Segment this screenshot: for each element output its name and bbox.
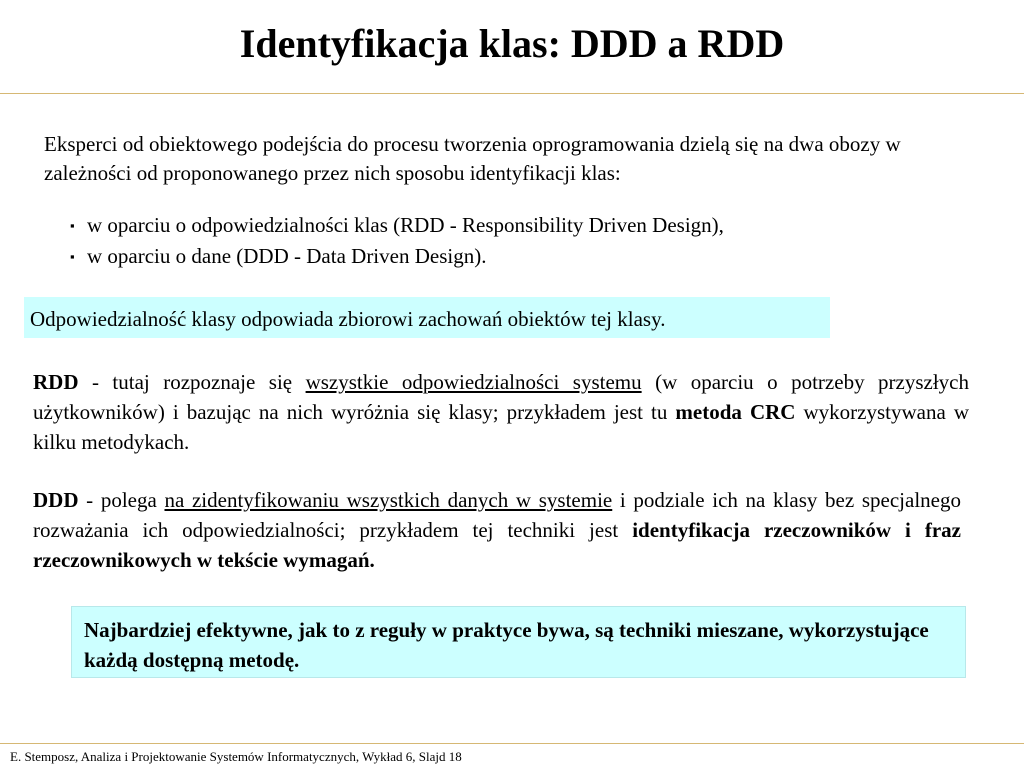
conclusion-box: Najbardziej efektywne, jak to z reguły w praktyce bywa, są techniki mieszane, wykorzystujące każdą dostępną metodę. (71, 606, 966, 678)
rdd-bold-text: metoda CRC (675, 400, 796, 424)
ddd-text-2: i podziale ich na klasy bez specjalnego rozważania ich odpowiedzialności; przykładem tej techniki jest (33, 488, 961, 542)
approach-list (70, 210, 970, 272)
rdd-text-3: wykorzystywana w kilku metodykach. (33, 400, 969, 454)
list-item (70, 241, 970, 272)
list-item-text: w oparciu o odpowiedzialności klas (RDD - Responsibility Driven Design), (87, 213, 724, 237)
slide-title: Identyfikacja klas: DDD a RDD (239, 21, 785, 66)
intro-paragraph: Eksperci od obiektowego podejścia do procesu tworzenia oprogramowania dzielą się na dwa obozy w zależności od proponowanego przez nich sposobu identyfikacji klas: (44, 132, 901, 185)
rdd-paragraph (33, 367, 969, 457)
bullet-square-icon: ▪ (70, 218, 75, 233)
rdd-term: RDD (33, 370, 79, 394)
list-item (70, 210, 970, 241)
slide-footer: E. Stemposz, Analiza i Projektowanie Systemów Informatycznych, Wykład 6, Slajd 18 (10, 749, 462, 764)
list-item-text: w oparciu o dane (DDD - Data Driven Design). (87, 244, 487, 268)
ddd-bold-text: identyfikacja rzeczowników i fraz rzeczownikowych w tekście wymagań. (33, 518, 961, 572)
ddd-term: DDD (33, 488, 79, 512)
ddd-paragraph (33, 485, 961, 575)
definition-box: Odpowiedzialność klasy odpowiada zbiorowi zachowań obiektów tej klasy. (24, 297, 830, 338)
rdd-underlined-text: wszystkie odpowiedzialności systemu (305, 370, 642, 394)
ddd-text-1: - polega (78, 488, 165, 512)
title-divider (0, 93, 1024, 94)
ddd-underlined-text: na zidentyfikowaniu wszystkich danych w systemie (164, 488, 613, 512)
footer-divider (0, 743, 1024, 744)
rdd-text-1: - tutaj rozpoznaje się (78, 370, 306, 394)
bullet-square-icon: ▪ (70, 249, 75, 264)
rdd-text-2: (w oparciu o potrzeby przyszłych użytkowników) i bazując na nich wyróżnia się klasy; przykładem jest tu (33, 370, 969, 424)
